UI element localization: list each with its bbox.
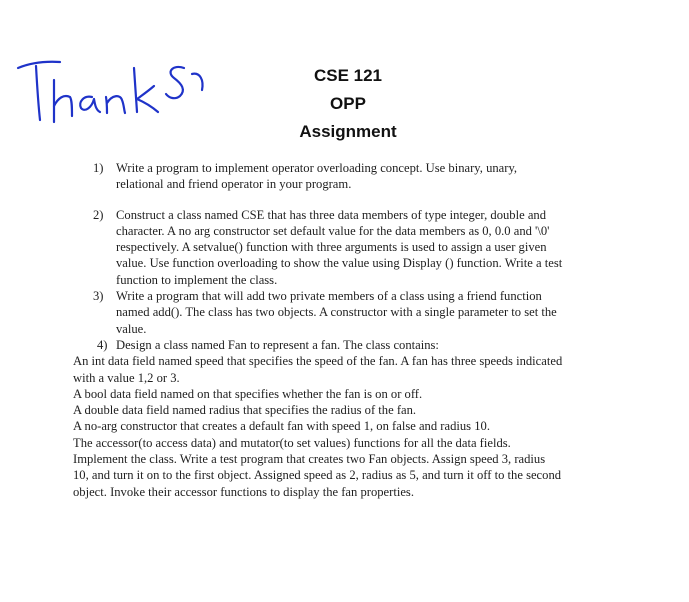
question-number: 3) xyxy=(93,289,104,304)
handwritten-thanks xyxy=(14,50,214,130)
detail-line: with a value 1,2 or 3. xyxy=(73,370,180,385)
fan-class-details xyxy=(73,353,638,500)
question-1 xyxy=(0,160,621,193)
question-text-line: named add(). The class has two objects. A constructor with a single parameter to set the xyxy=(116,305,557,320)
detail-line: The accessor(to access data) and mutator(to set values) functions for all the data fields. xyxy=(73,435,511,450)
question-text-line: relational and friend operator in your program. xyxy=(116,177,352,192)
question-text-line: value. Use function overloading to show the value using Display () function. Write a test xyxy=(116,256,563,271)
question-text-line: Write a program to implement operator overloading concept. Use binary, unary, xyxy=(116,161,518,175)
detail-line: An int data field named speed that specifies the speed of the fan. A fan has three speeds indicated xyxy=(73,354,563,369)
question-text-line: Design a class named Fan to represent a fan. The class contains: xyxy=(116,337,439,352)
question-text-line: character. A no arg constructor set default value for the data members as 0, 0.0 and '\0' xyxy=(116,223,550,238)
question-number: 1) xyxy=(93,161,104,175)
question-4 xyxy=(0,337,621,353)
assignment-body xyxy=(0,160,689,500)
question-text-line: respectively. A setvalue() function with three arguments is used to assign a user given xyxy=(116,240,547,255)
detail-line: A double data field named radius that specifies the radius of the fan. xyxy=(73,403,417,418)
question-text-line: Construct a class named CSE that has three data members of type integer, double and xyxy=(116,207,547,222)
document-header xyxy=(248,62,448,146)
question-text-line: function to implement the class. xyxy=(116,272,278,287)
question-2 xyxy=(0,207,621,288)
course-code: CSE 121 xyxy=(313,66,383,85)
question-3 xyxy=(0,288,621,337)
detail-line: A bool data field named on that specifies whether the fan is on or off. xyxy=(73,386,423,401)
detail-line: object. Invoke their accessor functions to display the fan properties. xyxy=(73,484,414,499)
question-number: 4) xyxy=(97,337,108,352)
detail-line: 10, and turn it on to the first object. Assigned speed as 2, radius as 5, and turn it off to the second xyxy=(73,468,562,483)
detail-line: Implement the class. Write a test program that creates two Fan objects. Assign speed 3, radius xyxy=(73,452,546,467)
question-text-line: Write a program that will add two private members of a class using a friend function xyxy=(116,289,542,304)
detail-line: A no-arg constructor that creates a default fan with speed 1, on false and radius 10. xyxy=(73,419,490,434)
question-number: 2) xyxy=(93,207,104,222)
course-subject: OPP xyxy=(330,94,366,113)
question-text-line: value. xyxy=(116,321,147,336)
document-title: Assignment xyxy=(299,122,397,141)
